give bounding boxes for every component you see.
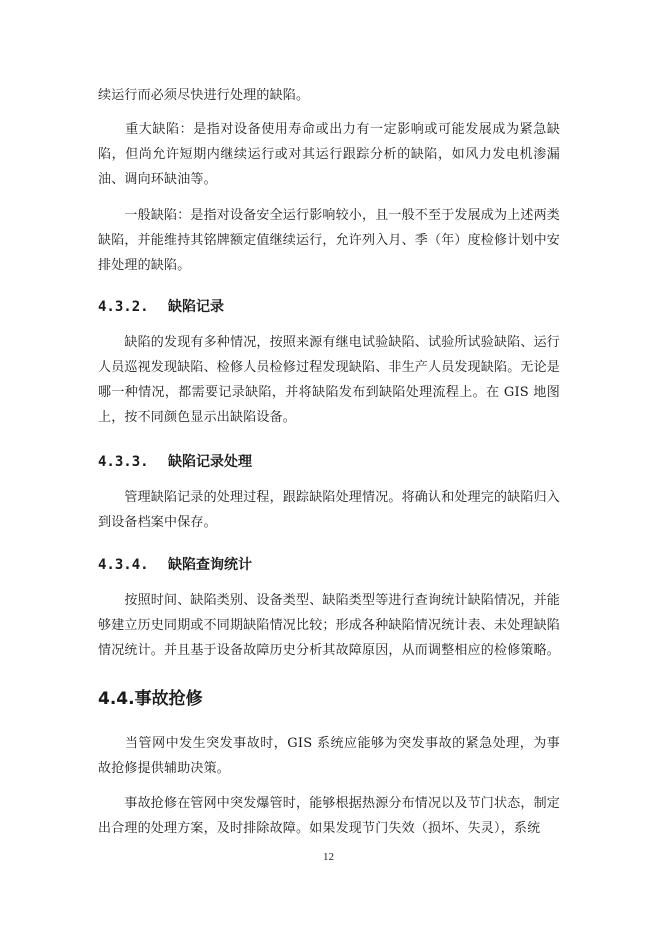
paragraph-urgent-defect-end: 续运行而必须尽快进行处理的缺陷。 (98, 88, 310, 103)
paragraph-defect-processing: 管理缺陷记录的处理过程，跟踪缺陷处理情况。将确认和处理完的缺陷归入到设备档案中保存。 (98, 490, 561, 530)
heading-number: 4.3.2. (98, 299, 149, 315)
heading-number: 4.3.4. (98, 557, 149, 573)
page-number: 12 (323, 851, 334, 863)
heading-4-3-2 (98, 296, 224, 316)
paragraph-defect-record: 缺陷的发现有多种情况，按照来源有继电试验缺陷、试验所试验缺陷、运行人员巡视发现缺陷、检修人员检修过程发现缺陷、非生产人员发现缺陷。无论是哪一种情况，都需要记录缺陷，并将缺陷发布到缺陷处理流程上。在 GIS 地图上，按不同颜色显示出缺陷设备。 (98, 335, 561, 425)
heading-title: 缺陷查询统计 (168, 557, 252, 573)
heading-4-3-4 (98, 554, 252, 574)
paragraph-general-defect: 一般缺陷：是指对设备安全运行影响较小，且一般不至于发展成为上述两类缺陷，并能维持其铭牌额定值继续运行，允许列入月、季（年）度检修计划中安排处理的缺陷。 (98, 208, 561, 273)
heading-title: 事故抢修 (134, 689, 203, 709)
paragraph-defect-query: 按照时间、缺陷类别、设备类型、缺陷类型等进行查询统计缺陷情况，并能够建立历史同期或不同期缺陷情况比较；形成各种缺陷情况统计表、未处理缺陷情况统计。并且基于设备故障历史分析其故障原因，从而调整相应的检修策略。 (98, 593, 561, 658)
paragraph-emergency-detail: 事故抢修在管网中突发爆管时，能够根据热源分布情况以及节门状态，制定出合理的处理方案，及时排除故障。如果发现节门失效（损坏、失灵），系统 (98, 796, 561, 836)
heading-title: 缺陷记录处理 (168, 454, 252, 470)
paragraph-emergency-intro: 当管网中发生突发事故时，GIS 系统应能够为突发事故的紧急处理，为事故抢修提供辅助决策。 (98, 736, 560, 776)
paragraph-major-defect: 重大缺陷：是指对设备使用寿命或出力有一定影响或可能发展成为紧急缺陷，但尚允许短期内继续运行或对其运行跟踪分析的缺陷，如风力发电机渗漏油、调向环缺油等。 (98, 122, 560, 187)
heading-4-4 (98, 684, 203, 709)
heading-number: 4.3.3. (98, 454, 149, 470)
heading-number: 4.4. (98, 689, 135, 709)
heading-title: 缺陷记录 (168, 299, 224, 315)
heading-4-3-3 (98, 451, 252, 471)
